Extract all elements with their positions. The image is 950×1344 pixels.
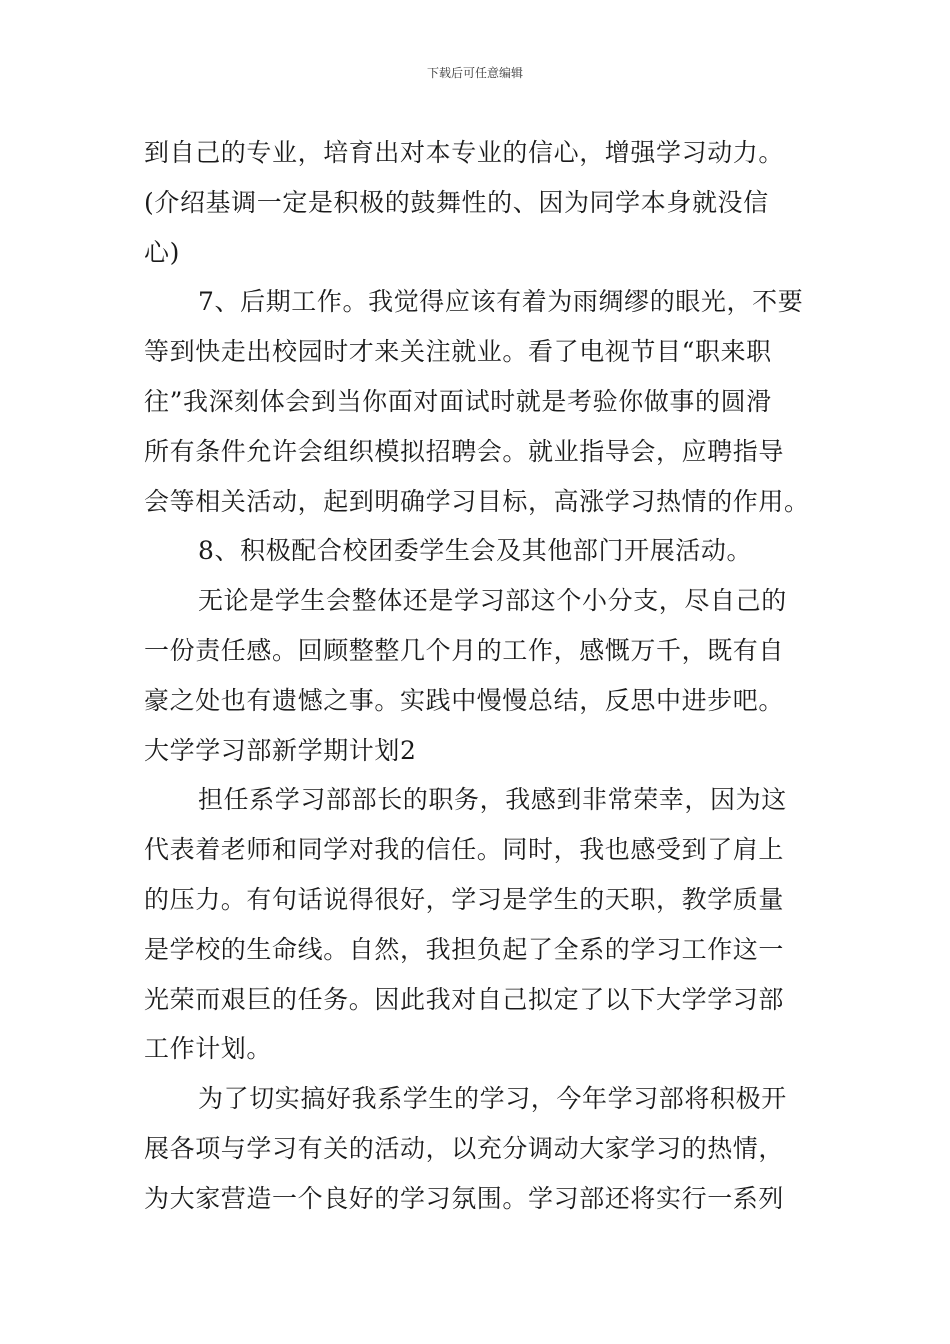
text-line: 无论是学生会整体还是学习部这个小分支，尽自己的 <box>198 586 787 616</box>
text-line: 的压力。有句话说得很好，学习是学生的天职，教学质量 <box>144 884 785 914</box>
text-line: (介绍基调一定是积极的鼓舞性的、因为同学本身就没信 <box>144 187 769 217</box>
section-heading: 大学学习部新学期计划2 <box>144 735 417 765</box>
text-line: 往”我深刻体会到当你面对面试时就是考验你做事的圆滑 <box>144 386 772 416</box>
text-line: 会等相关活动，起到明确学习目标，高涨学习热情的作用。 <box>144 486 810 516</box>
text-line: 工作计划。 <box>144 1034 273 1064</box>
text-line: 一份责任感。回顾整整几个月的工作，感慨万千，既有自 <box>144 635 785 665</box>
text-line: 到自己的专业，培育出对本专业的信心，增强学习动力。 <box>144 138 785 167</box>
text-line: 心) <box>144 237 180 267</box>
text-line: 所有条件允许会组织模拟招聘会。就业指导会，应聘指导 <box>144 436 785 466</box>
page-header-note: 下载后可任意编辑 <box>426 66 523 80</box>
text-line: 为了切实搞好我系学生的学习，今年学习部将积极开 <box>198 1084 787 1114</box>
text-line: 是学校的生命线。自然，我担负起了全系的学习工作这一 <box>144 934 785 964</box>
text-line: 8、积极配合校团委学生会及其他部门开展活动。 <box>198 536 753 566</box>
text-line: 等到快走出校园时才来关注就业。看了电视节目“职来职 <box>144 337 772 367</box>
text-line: 代表着老师和同学对我的信任。同时，我也感受到了肩上 <box>144 835 785 865</box>
text-line: 光荣而艰巨的任务。因此我对自己拟定了以下大学学习部 <box>144 984 785 1014</box>
text-line: 担任系学习部部长的职务，我感到非常荣幸，因为这 <box>198 785 787 815</box>
text-line: 豪之处也有遗憾之事。实践中慢慢总结，反思中进步吧。 <box>144 685 785 715</box>
document-body <box>144 128 809 1224</box>
text-line: 展各项与学习有关的活动，以充分调动大家学习的热情， <box>144 1133 785 1163</box>
text-line: 7、后期工作。我觉得应该有着为雨绸缪的眼光，不要 <box>198 287 804 317</box>
text-line: 为大家营造一个良好的学习氛围。学习部还将实行一系列 <box>144 1183 785 1213</box>
